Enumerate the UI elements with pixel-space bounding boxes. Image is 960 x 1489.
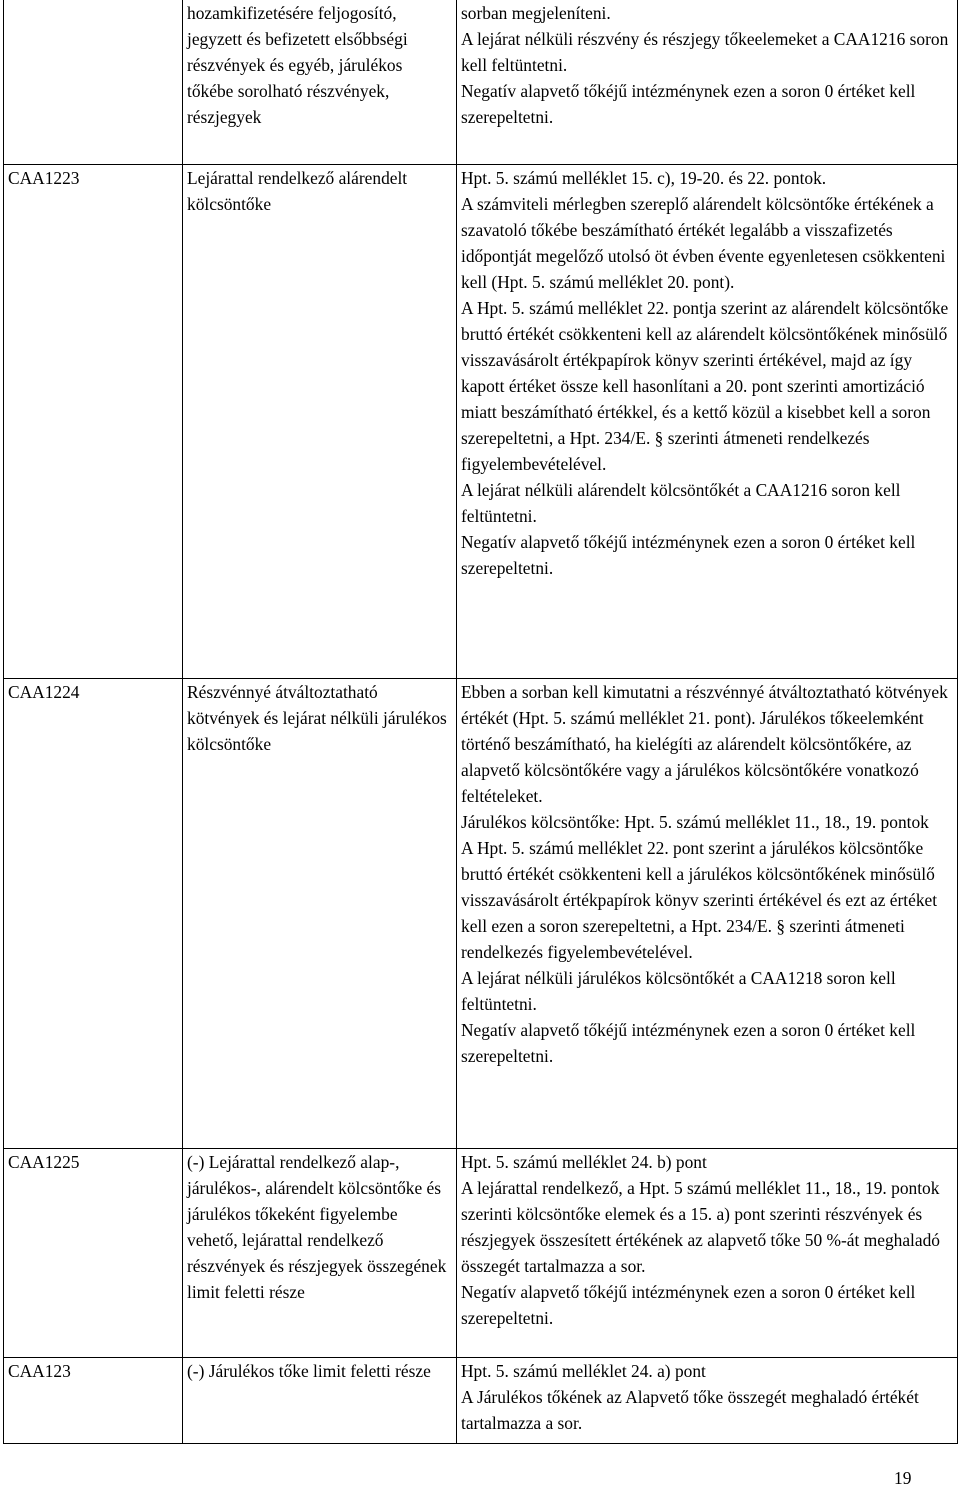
row-code [4,0,183,165]
row-code: CAA1223 [4,165,183,679]
description-paragraph: Negatív alapvető tőkéjű intézménynek ezen a soron 0 értéket kell szerepeltetni. [461,1282,916,1328]
description-paragraph: Járulékos kölcsöntőke: Hpt. 5. számú melléklet 11., 18., 19. pontok [461,812,929,832]
description-paragraph: A lejárat nélküli részvény és részjegy tőkeelemeket a CAA1216 soron kell feltüntetni. [461,29,949,75]
description-paragraph: A Hpt. 5. számú melléklet 22. pont szerint a járulékos kölcsöntőke bruttó értékét csökkenteni kell a járulékos kölcsöntőkének minősülő visszavásárolt értékpapírok könyv szerinti értékével és ezt az értéket kell ezen a soron szerepeltetni, a Hpt. 234/E. § szerinti átmeneti rendelkezés figyelembevételével. [461,838,938,962]
page-number: 19 [894,1468,912,1488]
row-description [457,679,958,1149]
description-paragraph: A Járulékos tőkének az Alapvető tőke összegét meghaladó értékét tartalmazza a sor. [461,1387,919,1433]
table-row [4,165,958,679]
description-paragraph: Hpt. 5. számú melléklet 15. c), 19-20. és 22. pontok. [461,168,827,188]
row-name: (-) Lejárattal rendelkező alap-, járulékos-, alárendelt kölcsöntőke és járulékos tőkeként figyelembe vehető, lejárattal rendelkező részvények és részjegyek összegének limit feletti része [183,1149,457,1358]
description-paragraph: A számviteli mérlegben szereplő alárendelt kölcsöntőke értékének a szavatoló tőkébe beszámítható értékét legalább a visszafizetés időpontját megelőző utolsó öt évben évente egyenletesen csökkenteni kell (Hpt. 5. számú melléklet 20. pont). [461,194,946,292]
row-code: CAA123 [4,1358,183,1444]
description-paragraph: A lejárat nélküli járulékos kölcsöntőkét a CAA1218 soron kell feltüntetni. [461,968,896,1014]
table-row [4,0,958,165]
description-paragraph: Ebben a sorban kell kimutatni a részvénnyé átváltoztatható kötvények értékét (Hpt. 5. számú melléklet 21. pont). Járulékos tőkeelemként történő beszámítható, ha kielégíti az alárendelt kölcsöntőkére, az alapvető kölcsöntőkére vagy a járulékos kölcsöntőkére vonatkozó feltételeket. [461,682,948,806]
description-paragraph: Negatív alapvető tőkéjű intézménynek ezen a soron 0 értéket kell szerepeltetni. [461,1020,916,1066]
regulation-table [3,0,958,1444]
row-name: (-) Járulékos tőke limit feletti része [183,1358,457,1444]
description-paragraph: A lejárattal rendelkező, a Hpt. 5 számú melléklet 11., 18., 19. pontok szerinti kölcsöntőke elemek és a 15. a) pont szerinti részvények és részjegyek összesített értékének az alapvető tőke 50 %-át meghaladó összegét tartalmazza a sor. [461,1178,940,1276]
row-description [457,0,958,165]
description-paragraph: Hpt. 5. számú melléklet 24. b) pont [461,1152,707,1172]
row-description [457,1149,958,1358]
row-code: CAA1224 [4,679,183,1149]
description-paragraph: Negatív alapvető tőkéjű intézménynek ezen a soron 0 értéket kell szerepeltetni. [461,81,916,127]
row-description [457,1358,958,1444]
description-paragraph: sorban megjeleníteni. [461,3,611,23]
description-paragraph: A lejárat nélküli alárendelt kölcsöntőkét a CAA1216 soron kell feltüntetni. [461,480,901,526]
description-paragraph: Hpt. 5. számú melléklet 24. a) pont [461,1361,706,1381]
table-row [4,679,958,1149]
description-paragraph: Negatív alapvető tőkéjű intézménynek ezen a soron 0 értéket kell szerepeltetni. [461,532,916,578]
table-row [4,1149,958,1358]
row-name: Részvénnyé átváltoztatható kötvények és lejárat nélküli járulékos kölcsöntőke [183,679,457,1149]
description-paragraph: A Hpt. 5. számú melléklet 22. pontja szerint az alárendelt kölcsöntőke bruttó értékét csökkenteni kell az alárendelt kölcsöntőkének minősülő visszavásárolt értékpapírok könyv szerinti értékével, majd az így kapott értéket össze kell hasonlítani a 20. pont szerinti amortizáció miatt beszámítható értékkel, és a kettő közül a kisebbet kell a soron szerepeltetni, a Hpt. 234/E. § szerinti átmeneti rendelkezés figyelembevételével. [461,298,949,474]
row-name: hozamkifizetésére feljogosító, jegyzett és befizetett elsőbbségi részvények és egyéb, járulékos tőkébe sorolható részvények, részjegyek [183,0,457,165]
row-name: Lejárattal rendelkező alárendelt kölcsöntőke [183,165,457,679]
table-row [4,1358,958,1444]
row-description [457,165,958,679]
row-code: CAA1225 [4,1149,183,1358]
